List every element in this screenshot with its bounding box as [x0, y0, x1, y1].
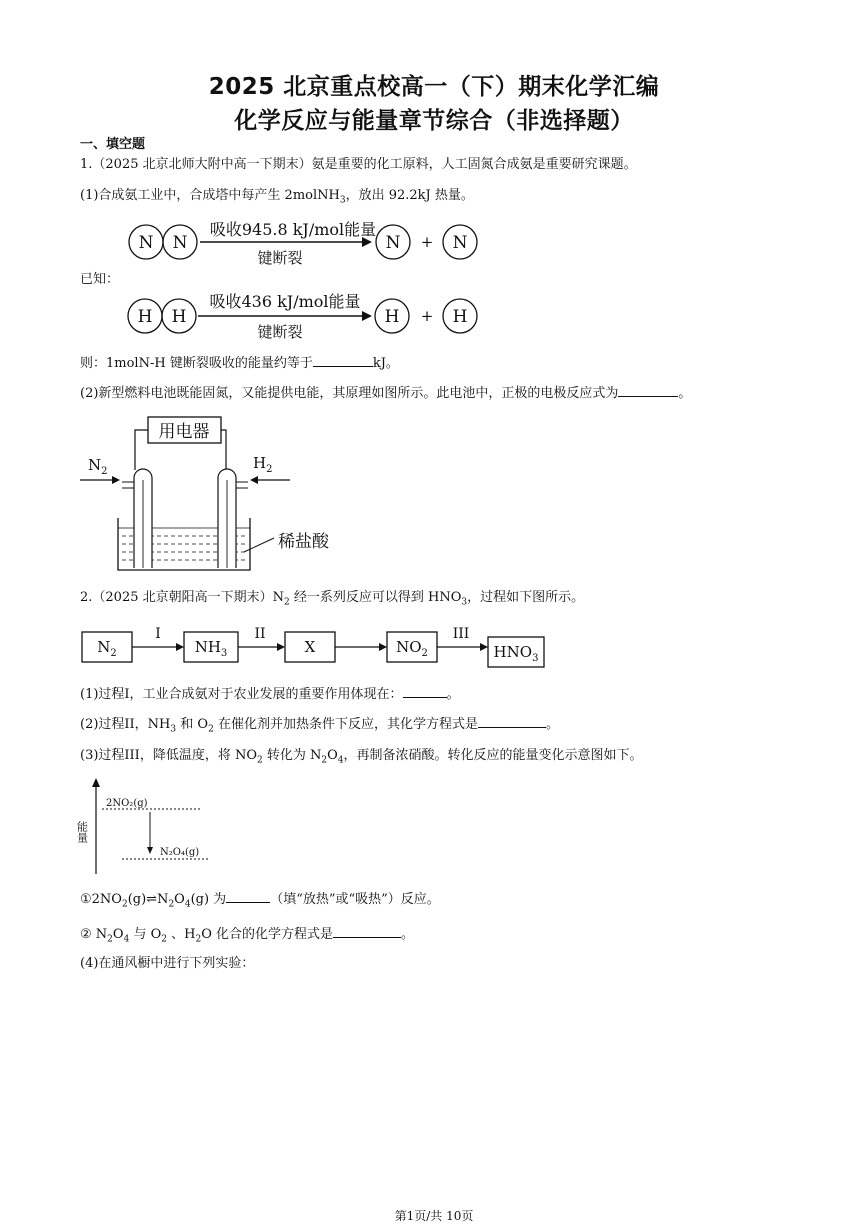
wire-right — [221, 430, 226, 470]
q1-part1-post: ，放出 92.2kJ 热量。 — [345, 188, 474, 203]
flow-box-label — [305, 638, 316, 656]
atom-label: N — [452, 233, 468, 253]
arrow-head-icon — [277, 643, 285, 651]
q2-part3-sub2: 2 — [321, 755, 328, 766]
arrow-head-icon — [147, 847, 153, 854]
flow-box-label — [97, 638, 117, 659]
flow-step-label: II — [254, 626, 266, 642]
q2-sub2-s3: 2 — [161, 934, 167, 945]
q2-part1 — [80, 685, 460, 704]
flow-box-x — [285, 632, 335, 662]
upper-level-label: 2NO₂(g) — [106, 798, 148, 809]
answer-blank[interactable] — [226, 890, 270, 903]
q2-sub1-d: (g) 为 — [190, 892, 227, 907]
arrow-bottom-label: 键断裂 — [257, 323, 303, 341]
q2-sub1-a: ①2NO — [80, 892, 122, 907]
q2-part3 — [80, 747, 643, 770]
q2-sub2-c: 与 O — [129, 927, 162, 942]
q1-then — [80, 354, 399, 373]
q2-sub2 — [80, 925, 414, 949]
q1-part1-pre: (1)合成氨工业中，合成塔中每产生 2molNH — [80, 188, 340, 203]
q2-sub1-post: （填“放热”或“吸热”）反应。 — [270, 892, 440, 907]
arrow-head-icon — [176, 643, 184, 651]
q2-part3-d: ，再制备浓硝酸。转化反应的能量变化示意图如下。 — [343, 748, 643, 763]
arrow-head-icon — [112, 476, 120, 484]
q2-stem-sub2: 3 — [461, 597, 468, 608]
arrow-bottom-label: 键断裂 — [257, 249, 303, 267]
arrow-head-icon — [362, 311, 372, 321]
plus-sign: + — [420, 307, 434, 325]
energy-level-diagram — [76, 776, 216, 876]
answer-blank[interactable] — [618, 384, 678, 397]
q2-part2 — [80, 715, 559, 739]
q2-sub2-e: O 化合的化学方程式是 — [201, 927, 333, 942]
q2-stem-pre: 2.（2025 北京朝阳高一下期末）N — [80, 590, 284, 605]
q1-then-post: kJ。 — [372, 356, 399, 371]
answer-blank[interactable] — [403, 685, 447, 698]
q2-sub2-d: 、H — [166, 927, 196, 942]
flow-box-label — [396, 638, 428, 659]
n2-label-sub: 2 — [101, 466, 108, 477]
fuel-cell-diagram — [78, 410, 378, 580]
q2-sub2-s4: 2 — [195, 934, 202, 945]
flow-box-sub: 2 — [421, 648, 428, 659]
n2-label — [88, 456, 108, 477]
flow-box-n2 — [82, 632, 132, 662]
flow-box-no2 — [387, 632, 437, 662]
flow-box-main: NH — [194, 638, 221, 656]
answer-blank[interactable] — [478, 715, 546, 728]
q2-stem-sub1: 2 — [284, 597, 290, 608]
q2-stem-mid: 经一系列反应可以得到 HNO — [289, 590, 462, 605]
q2-sub2-b: O — [112, 927, 124, 942]
q2-part4: (4)在通风橱中进行下列实验： — [80, 956, 255, 971]
q2-sub1 — [80, 890, 440, 914]
atom-label: N — [138, 233, 154, 253]
arrow-head-icon — [379, 643, 387, 651]
q2-part1-pre: (1)过程I，工业合成氨对于农业发展的重要作用体现在： — [80, 687, 403, 702]
q2-part3-sub1: 2 — [257, 755, 263, 766]
flow-box-nh3 — [184, 632, 238, 662]
flow-box-main: NO — [396, 638, 422, 656]
q2-part1-post: 。 — [446, 687, 460, 702]
flow-box-sub: 2 — [110, 648, 117, 659]
device-label: 用电器 — [158, 422, 210, 442]
q1-part2-pre: (2)新型燃料电池既能固氮，又能提供电能，其原理如图所示。此电池中，正极的电极反应式为 — [80, 386, 619, 401]
answer-blank[interactable] — [313, 354, 373, 367]
flow-box-main: N — [97, 638, 111, 656]
h2-label-sub: 2 — [266, 464, 273, 475]
question-1-stem: 1.（2025 北京北师大附中高一下期末）氨是重要的化工原料，人工固氮合成氨是重要研究课题。 — [80, 157, 637, 172]
q2-sub2-a: ② N — [80, 927, 108, 942]
flow-box-sub: 3 — [220, 648, 228, 659]
plus-sign: + — [420, 233, 434, 251]
flow-box-main: X — [304, 638, 316, 656]
q2-sub1-s2: 2 — [168, 899, 175, 910]
flow-box-label — [195, 638, 228, 659]
q2-sub1-c: O — [174, 892, 185, 907]
atom-label: H — [171, 307, 187, 327]
atom-label: N — [172, 233, 188, 253]
q2-sub2-s2: 4 — [123, 934, 130, 945]
question-2-stem — [80, 589, 584, 612]
atom-label: H — [384, 307, 400, 327]
q2-part2-sub2: 2 — [208, 724, 214, 735]
q2-part2-c: 在催化剂并加热条件下反应，其化学方程式是 — [213, 717, 478, 732]
atom-label: H — [452, 307, 468, 327]
atom-label: N — [385, 233, 401, 253]
flow-box-main: HNO — [493, 643, 533, 661]
q2-sub1-s3: 4 — [184, 899, 191, 910]
flow-step-label: I — [155, 626, 161, 642]
q2-part3-c: O — [327, 748, 338, 763]
n2-label-main: N — [88, 456, 102, 474]
q2-part2-b: 和 O — [176, 717, 209, 732]
electrolyte-pointer — [244, 538, 274, 552]
q2-part2-sub1: 3 — [170, 724, 177, 735]
known-label: 已知： — [80, 272, 120, 287]
lower-level-label: N₂O₄(g) — [160, 847, 200, 858]
arrow-head-icon — [250, 476, 258, 484]
arrow-top-label: 吸收945.8 kJ/mol能量 — [209, 220, 377, 239]
q2-part2-post: 。 — [545, 717, 559, 732]
flow-box-sub: 3 — [532, 653, 539, 664]
bond-diagram-n2 — [120, 216, 490, 272]
electrolyte-label: 稀盐酸 — [278, 532, 329, 552]
arrow-head-icon — [480, 643, 488, 651]
q1-part2-post: 。 — [678, 386, 692, 401]
flow-box-hno3 — [488, 637, 544, 667]
q2-part2-a: (2)过程II，NH — [80, 717, 171, 732]
q2-part3-b: 转化为 N — [262, 748, 322, 763]
flow-step-label: III — [452, 626, 470, 642]
q1-part1 — [80, 187, 474, 210]
bond-diagram-h2 — [120, 290, 490, 346]
q2-sub1-s1: 2 — [121, 899, 128, 910]
axis-arrow-icon — [92, 778, 100, 787]
h2-label-main: H — [253, 454, 267, 472]
flow-box-label — [494, 643, 539, 664]
q2-part3-sub3: 4 — [337, 755, 344, 766]
atom-label: H — [137, 307, 153, 327]
q1-part2 — [80, 384, 691, 403]
q2-part3-a: (3)过程III，降低温度，将 NO — [80, 748, 257, 763]
q1-part1-sub: 3 — [339, 195, 346, 206]
q2-stem-post: ，过程如下图所示。 — [467, 590, 585, 605]
energy-axis-label: 能量 — [76, 821, 89, 843]
h2-label — [253, 454, 272, 475]
q2-sub2-s1: 2 — [107, 934, 113, 945]
q1-then-pre: 则：1molN-H 键断裂吸收的能量约等于 — [80, 356, 313, 371]
q2-sub2-post: 。 — [401, 927, 415, 942]
page-title: 2025 北京重点校高一（下）期末化学汇编 — [208, 74, 660, 100]
page-footer: 第1页/共 10页 — [394, 1209, 474, 1223]
arrow-top-label: 吸收436 kJ/mol能量 — [209, 292, 361, 311]
page-subtitle: 化学反应与能量章节综合（非选择题） — [234, 108, 634, 134]
process-flow-diagram — [80, 620, 550, 672]
answer-blank[interactable] — [333, 925, 401, 938]
section-heading: 一、填空题 — [80, 137, 146, 152]
wire-left — [135, 430, 148, 470]
q2-sub1-b: (g)⇌N — [127, 892, 169, 907]
